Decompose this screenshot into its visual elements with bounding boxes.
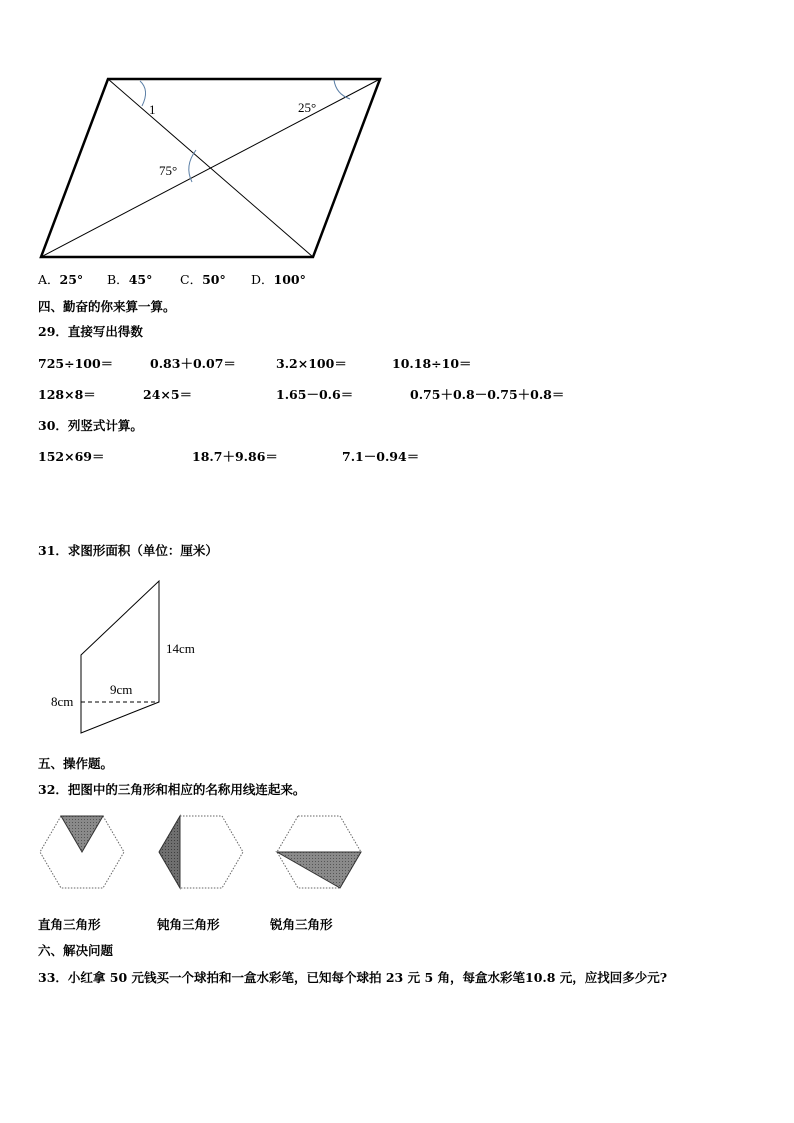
q29-r1-c1: 725÷100＝ (38, 356, 114, 371)
option-c-letter: C． (180, 272, 203, 287)
option-b-letter: B． (107, 272, 129, 287)
hexagon-1-triangle (61, 816, 103, 852)
q32-title: 32．把图中的三角形和相应的名称用线连起来。 (38, 782, 306, 797)
triangle-name-right: 直角三角形 (38, 917, 101, 932)
q30-item-3: 7.1－0.94＝ (342, 449, 420, 464)
section5-title: 五、操作题。 (38, 756, 114, 771)
option-d-letter: D． (251, 272, 274, 287)
q29-r1-c2: 0.83＋0.07＝ (150, 356, 236, 371)
angle-label-25: 25° (298, 100, 317, 115)
q29-r2-c2: 24×5＝ (143, 387, 193, 402)
q29-r2-c4: 0.75＋0.8－0.75＋0.8＝ (410, 387, 565, 402)
label-8cm: 8cm (51, 694, 74, 709)
option-b-value: 45° (128, 272, 153, 287)
q30-title: 30．列竖式计算。 (38, 418, 143, 433)
option-c-value: 50° (202, 272, 226, 287)
angle-label-75: 75° (159, 163, 178, 178)
triangle-name-obtuse: 钝角三角形 (157, 917, 220, 932)
hexagon-3-triangle (277, 852, 361, 888)
option-a-letter: A． (38, 272, 60, 287)
angle-label-1: 1 (149, 102, 156, 117)
section4-title: 四、勤奋的你来算一算。 (38, 299, 176, 314)
q29-title: 29．直接写出得数 (38, 324, 143, 339)
option-d-value: 100° (273, 272, 306, 287)
label-9cm: 9cm (110, 682, 133, 697)
section6-title: 六、解决问题 (38, 943, 114, 958)
q31-title: 31．求图形面积（单位：厘米） (38, 543, 218, 558)
option-a-value: 25° (59, 272, 84, 287)
q30-item-2: 18.7＋9.86＝ (192, 449, 278, 464)
q29-r2-c3: 1.65－0.6＝ (276, 387, 354, 402)
q29-r2-c1: 128×8＝ (38, 387, 96, 402)
q29-r1-c4: 10.18÷10＝ (392, 356, 472, 371)
q29-r1-c3: 3.2×100＝ (276, 356, 347, 371)
hexagon-2-triangle (159, 816, 180, 888)
q33-text: 33．小红拿 50 元钱买一个球拍和一盒水彩笔，已知每个球拍 23 元 5 角，每盒水彩笔10.8 元，应找回多少元? (38, 970, 668, 985)
label-14cm: 14cm (166, 641, 195, 656)
q30-item-1: 152×69＝ (38, 449, 105, 464)
triangle-name-acute: 锐角三角形 (270, 917, 333, 932)
